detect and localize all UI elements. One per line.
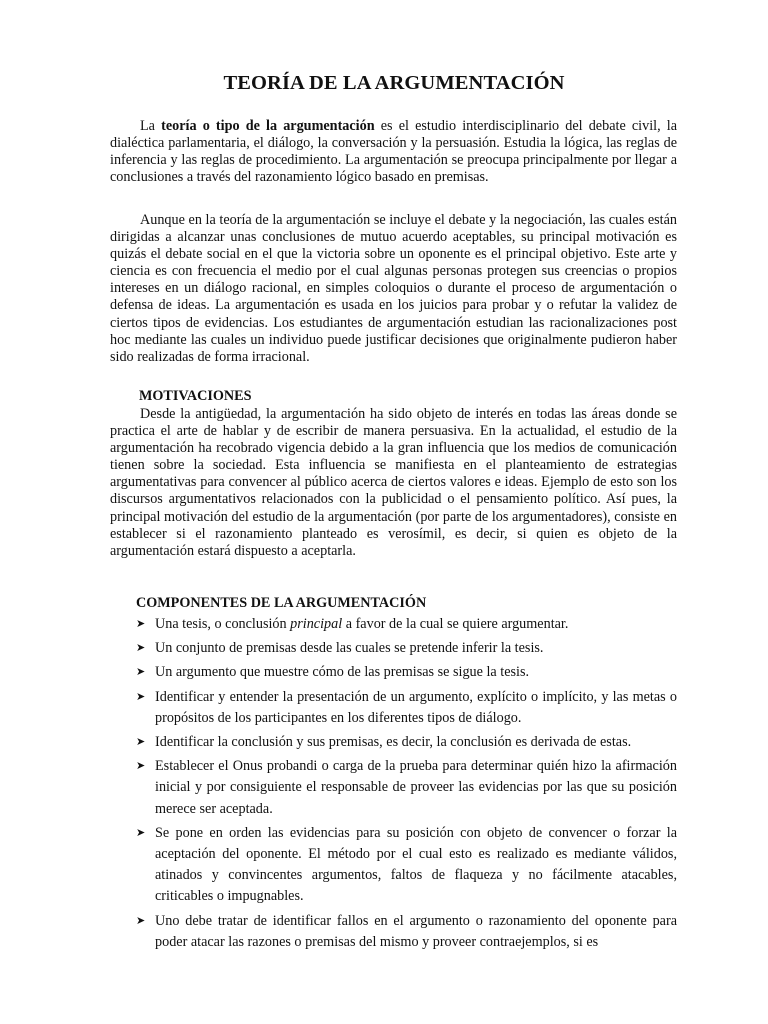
heading-motivaciones: MOTIVACIONES (139, 388, 252, 404)
list-item (136, 911, 677, 953)
list-item (136, 614, 677, 635)
intro-pre-text: La (140, 118, 162, 134)
document-title: TEORÍA DE LA ARGUMENTACIÓN (223, 72, 565, 94)
intro-post-text: es el estudio interdisciplinario del debate civil, la dialéctica parlamentaria, el diálogo, la conversación y la persuasión. Estudia la lógica, las reglas de inferencia y las reglas de procedimiento. La argumentación se preocupa principalmente por llegar a conclusiones a través del razonamiento lógico basado en premisas. (110, 118, 678, 186)
item-text: Identificar y entender la presentación de un argumento, explícito o implícito, y las metas o propósitos de los participantes en los diferentes tipos de diálogo. (155, 688, 677, 726)
list-item (136, 732, 677, 753)
item-text: Identificar la conclusión y sus premisas, es decir, la conclusión es derivada de estas. (155, 734, 632, 751)
list-item (136, 638, 677, 659)
item-text: Un conjunto de premisas desde las cuales se pretende inferir la tesis. (155, 640, 544, 657)
arrowhead-bullet-icon: ➤ (136, 618, 146, 630)
arrowhead-bullet-icon: ➤ (136, 914, 146, 927)
arrowhead-bullet-icon: ➤ (136, 690, 146, 703)
intro-paragraph (110, 118, 677, 186)
arrowhead-bullet-icon: ➤ (136, 760, 146, 773)
arrowhead-bullet-icon: ➤ (136, 826, 146, 839)
list-item (136, 662, 677, 683)
item-italic-word: principal (290, 616, 343, 632)
item-text: Se pone en orden las evidencias para su posición con objeto de convencer o forzar la aceptación del oponente. El método por el cual esto es realizado es mediante válidos, atinados y convincentes argumentos, faltos de flaqueza y no fácilmente atacables, criticables o impugnables. (155, 824, 677, 905)
item-text: a favor de la cual se quiere argumentar. (342, 616, 569, 632)
arrowhead-bullet-icon: ➤ (136, 642, 146, 655)
list-item (136, 756, 677, 820)
arrowhead-bullet-icon: ➤ (136, 736, 146, 749)
paragraph-debate: Aunque en la teoría de la argumentación se incluye el debate y la negociación, las cuales están dirigidas a alcanzar unas conclusiones de mutuo acuerdo aceptables, su principal motivación es quizás el debate social en el que la victoria sobre un oponente es el principal objetivo. Este arte y ciencia es con frecuencia el medio por el cual algunas personas protegen sus creencias o propios intereses en un diálogo racional, en simples coloquios o durante el proceso de argumentación o defensa de ideas. La argumentación es usada en los juicios para probar y o refutar la validez de ciertos tipos de evidencias. Los estudiantes de argumentación estudian las racionalizaciones post hoc mediante las cuales un individuo puede justificar decisiones que originalmente pudieron haber sido realizadas de forma irracional. (110, 212, 677, 365)
paragraph-motivaciones: Desde la antigüedad, la argumentación ha sido objeto de interés en todas las áreas donde se practica el arte de hablar y de escribir de manera persuasiva. En la actualidad, el estudio de la argumentación ha recobrado vigencia debido a la gran influencia que los medios de comunicación tienen sobre la sociedad. Esta influencia se manifiesta en el planteamiento de estrategias argumentativas para convencer al público acerca de ciertos valores e ideas. Ejemplo de esto son los discursos argumentativos relacionados con la publicidad o el pensamiento político. Así pues, la principal motivación del estudio de la argumentación (por parte de los argumentadores), consiste en establecer si el razonamiento planteado es verosímil, es decir, si quien es objeto de la argumentación estará dispuesto a aceptarla. (110, 406, 677, 559)
item-text: Un argumento que muestre cómo de las premisas se sigue la tesis. (155, 664, 530, 681)
heading-componentes: COMPONENTES DE LA ARGUMENTACIÓN (136, 595, 427, 611)
item-text: Una tesis, o conclusión (155, 616, 291, 632)
list-item (136, 823, 677, 908)
intro-bold-term: teoría o tipo de la argumentación (161, 118, 375, 134)
arrowhead-bullet-icon: ➤ (136, 666, 146, 679)
item-text: Establecer el Onus probandi o carga de la prueba para determinar quién hizo la afirmación inicial y por consiguiente el responsable de proveer las evidencias por las que su posición merece ser aceptada. (155, 758, 677, 817)
componentes-list (136, 614, 677, 956)
list-item (136, 687, 677, 729)
item-text: Uno debe tratar de identificar fallos en el argumento o razonamiento del oponente para poder atacar las razones o premisas del mismo y proveer contraejemplos, si es (155, 912, 677, 950)
